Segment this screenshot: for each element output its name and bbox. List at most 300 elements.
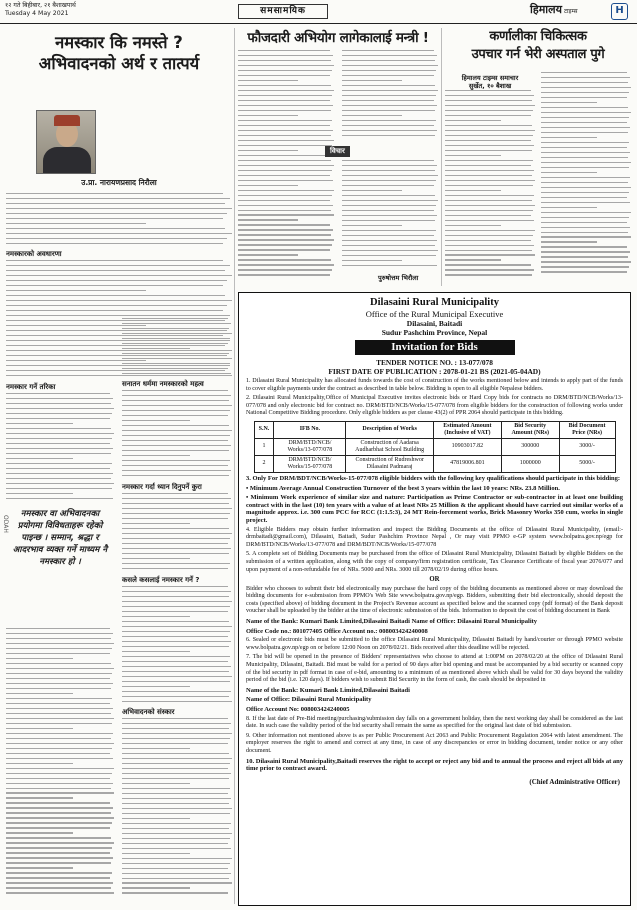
text-line — [445, 105, 535, 106]
text-line — [541, 232, 628, 233]
text-line — [6, 315, 230, 316]
text-line — [122, 323, 231, 324]
opinion-tag: विचार — [325, 146, 350, 157]
text-line — [238, 165, 334, 166]
text-line — [6, 260, 223, 261]
text-line — [6, 758, 113, 759]
text-line — [541, 236, 631, 237]
invitation-banner: Invitation for Bids — [355, 340, 515, 355]
text-line — [238, 70, 332, 71]
text-line — [122, 528, 229, 529]
ad-signoff: (Chief Administrative Officer) — [529, 777, 620, 786]
text-line — [6, 852, 110, 853]
text-line — [541, 266, 629, 267]
text-line — [122, 728, 229, 729]
text-line — [6, 228, 225, 229]
text-line — [238, 195, 332, 196]
text-line — [6, 778, 110, 779]
text-line — [342, 120, 436, 121]
text-line — [122, 611, 228, 612]
text-line — [6, 877, 110, 878]
text-line — [238, 224, 330, 225]
text-line — [6, 658, 73, 659]
text-line — [541, 271, 627, 272]
text-line — [342, 105, 437, 106]
text-line — [541, 172, 597, 173]
text-line — [6, 243, 223, 244]
article-text-block — [122, 586, 232, 706]
text-line — [445, 220, 534, 221]
text-line — [6, 498, 113, 499]
text-line — [122, 368, 228, 369]
column-divider — [234, 28, 235, 904]
text-line — [238, 145, 332, 146]
text-line — [342, 115, 402, 116]
text-line — [6, 408, 114, 409]
text-line — [238, 264, 334, 265]
text-line — [238, 210, 331, 211]
text-line — [342, 135, 435, 136]
text-line — [445, 170, 534, 171]
text-line — [541, 142, 629, 143]
text-line — [342, 95, 436, 96]
text-line — [541, 246, 627, 247]
text-line — [238, 259, 331, 260]
text-line — [238, 140, 334, 141]
text-line — [6, 663, 111, 664]
text-line — [122, 450, 229, 451]
text-line — [541, 207, 597, 208]
text-line — [445, 150, 532, 151]
text-line — [342, 50, 434, 51]
text-line — [122, 671, 229, 672]
text-line — [342, 160, 434, 161]
text-line — [6, 773, 112, 774]
text-line — [445, 210, 533, 211]
text-line — [122, 743, 228, 744]
text-line — [6, 802, 110, 803]
text-line — [238, 75, 330, 76]
text-line — [541, 87, 631, 88]
text-line — [122, 696, 229, 697]
text-line — [6, 857, 113, 858]
text-line — [122, 430, 232, 431]
ad-paragraph: 2. Dilasaini Rural Municipality,Office of Municipal Executive invites electronic bids or Hard Copy bids for contracts no DRM/BTD/NCB/Works/13-077/078 and only electronic bid for contract no. DRM/BTD/NCB/Works/15-077/078 from eligible bidders for the construction of following works under National Competitive Bidding procedure. Only eligible bidders as per clause 43(2) of PPR 2064 should participate in this bidding. — [246, 395, 623, 417]
text-line — [238, 244, 332, 245]
text-line — [122, 518, 228, 519]
text-line — [445, 165, 531, 166]
text-line — [445, 135, 533, 136]
text-line — [122, 768, 228, 769]
text-line — [342, 230, 436, 231]
text-line — [342, 210, 434, 211]
text-line — [122, 838, 230, 839]
column-divider — [441, 28, 442, 286]
text-line — [541, 147, 627, 148]
text-line — [6, 678, 110, 679]
text-line — [445, 155, 501, 156]
left-subhead: सनातन धर्ममा नमस्कारको महत्व — [122, 380, 204, 388]
text-line — [342, 250, 438, 251]
text-line — [6, 233, 232, 234]
text-line — [445, 215, 531, 216]
text-line — [122, 410, 230, 411]
text-line — [6, 748, 112, 749]
text-line — [6, 872, 112, 873]
text-line — [238, 269, 332, 270]
text-line — [6, 443, 110, 444]
text-line — [342, 180, 436, 181]
text-line — [6, 708, 113, 709]
office-province: Sudur Pashchim Province, Nepal — [381, 328, 488, 337]
first-publication-date: FIRST DATE OF PUBLICATION : 2078-01-21 BS (2021-05-04AD) — [328, 367, 541, 376]
text-line — [445, 269, 534, 270]
text-line — [238, 135, 331, 136]
author-byline: उ.प्रा. नारायणप्रसाद निरौला — [81, 178, 157, 187]
bank-info: Office Code no.: 801077405 Office Account no.: 008003424240008 — [246, 627, 428, 635]
text-line — [6, 763, 73, 764]
text-line — [6, 310, 223, 311]
text-line — [122, 475, 229, 476]
text-line — [238, 160, 331, 161]
left-article — [6, 28, 232, 904]
bank-info: Name of Office: Dilasaini Rural Municipality — [246, 696, 372, 704]
text-line — [122, 353, 229, 354]
text-line — [238, 200, 330, 201]
text-line — [541, 222, 627, 223]
text-line — [238, 120, 332, 121]
text-line — [541, 132, 628, 133]
text-line — [122, 681, 230, 682]
text-line — [238, 185, 298, 186]
text-line — [6, 822, 112, 823]
text-line — [122, 420, 190, 421]
text-line — [122, 843, 228, 844]
text-line — [6, 673, 112, 674]
text-line — [122, 853, 190, 854]
text-line — [6, 693, 73, 694]
text-line — [342, 60, 435, 61]
text-line — [122, 333, 232, 334]
text-line — [541, 192, 629, 193]
text-line — [445, 235, 533, 236]
article-text-block — [6, 628, 114, 898]
text-line — [122, 328, 229, 329]
mid-article — [238, 28, 438, 286]
text-line — [122, 338, 230, 339]
text-line — [122, 390, 228, 391]
text-line — [6, 643, 114, 644]
text-line — [122, 445, 231, 446]
text-line — [6, 807, 113, 808]
text-line — [122, 405, 232, 406]
article-text-block — [445, 90, 535, 280]
text-line — [122, 373, 231, 374]
text-line — [6, 403, 111, 404]
text-line — [541, 187, 631, 188]
text-line — [238, 229, 333, 230]
text-line — [445, 195, 534, 196]
ad-paragraph: 1. Dilasaini Rural Municipality has allocated funds towards the cost of construction of the works mentioned below and intends to apply part of the funds to cover eligible payments under the contract as described in table below. Bidding is open to all eligible Nepalese bidders. — [246, 378, 623, 392]
text-line — [342, 245, 435, 246]
text-line — [541, 177, 630, 178]
text-line — [122, 748, 190, 749]
text-line — [445, 259, 501, 260]
text-line — [122, 641, 231, 642]
text-line — [6, 458, 73, 459]
article-text-block — [541, 72, 631, 280]
ad-paragraph: 9. Other information not mentioned above is as per Public Procurement Act 2063 and Public Procurement Regulation 2064 with latest amendment. The employer reserves the right to amend and correct at any time, in case of any discrepancies or error in bidding document, tender notice or any other document. — [246, 732, 623, 754]
text-line — [6, 728, 73, 729]
text-line — [445, 140, 531, 141]
text-line — [122, 833, 232, 834]
text-line — [6, 713, 111, 714]
text-line — [6, 488, 112, 489]
ad-paragraph: 3. Only For DRM/BDT/NCB/Works-15-077/078 eligible bidders with the following key qualifications should participate in this bidding: — [246, 474, 621, 482]
text-line — [6, 423, 73, 424]
text-line — [6, 683, 113, 684]
text-line — [342, 100, 434, 101]
text-line — [122, 878, 229, 879]
text-line — [445, 125, 532, 126]
pull-quote: नमस्कार वा अभिवादनका प्रयोगमा विविधताहरू रहेको पाइन्छ । सम्मान, श्रद्धा र आदरभाव व्यक्त गर्ने माध्यम नै नमस्कार हो । — [12, 509, 108, 567]
text-line — [541, 97, 627, 98]
text-line — [122, 818, 190, 819]
text-line — [238, 90, 334, 91]
text-line — [6, 723, 112, 724]
text-line — [6, 648, 112, 649]
text-line — [6, 223, 146, 224]
article-text-block — [122, 318, 232, 378]
text-line — [342, 185, 434, 186]
text-line — [238, 155, 333, 156]
text-line — [6, 832, 73, 833]
text-line — [238, 60, 331, 61]
text-line — [122, 318, 228, 319]
text-line — [122, 415, 228, 416]
text-line — [541, 261, 631, 262]
text-line — [6, 817, 114, 818]
left-subhead: नमस्कार गर्दा ध्यान दिनुपर्ने कुरा — [122, 483, 202, 491]
text-line — [6, 478, 111, 479]
bank-info: Name of the Bank: Kumari Bank Limited,Dilasaini Baitadi — [246, 686, 410, 694]
text-line — [445, 254, 535, 255]
left-subhead: कसले कसलाई नमस्कार गर्ने ? — [122, 576, 200, 584]
text-line — [342, 85, 435, 86]
author-photo — [36, 110, 96, 174]
text-line — [122, 723, 231, 724]
text-line — [342, 240, 437, 241]
text-line — [122, 503, 229, 504]
text-line — [445, 115, 531, 116]
ad-paragraph: 7. The bid will be opened in the presence of Bidders' representatives who choose to attend at 1:00PM on 2078/02/20 at the office of Dilasaini Rural Municipality, Dilasaini, Baitadi. Bid must be valid for a period of 90 days after bid opening and must be accompanied by a bid security or scanned copy of the bid security in pdf format in case of e-bid, amounting to a minimum of as mentioned above which shall be valid for 30 days beyond the validity period of the bid (i.e. 120 days). If bidders wish to submit Bid Security in the form of cash, the cash should be deposited in — [246, 654, 623, 684]
text-line — [238, 214, 334, 215]
text-line — [122, 778, 229, 779]
article-text-block — [342, 50, 438, 142]
left-article-headline: नमस्कार कि नमस्ते ? अभिवादनको अर्थ र तात्पर्य — [38, 33, 200, 73]
text-line — [122, 626, 232, 627]
text-line — [445, 145, 534, 146]
text-line — [445, 120, 501, 121]
ad-paragraph: 5. A complete set of Bidding Documents may be purchased from the office of Dilasaini Rural Municipality, Dilasaini Baitadi by eligible Bidders on the submission of a written application, along with the copy of company/firm registration certificate, Tax Clearance Certificate of fiscal year 2076/077 and upon payment of a non-refundable fee of NRs. 5000 and NRs. 3000 till 2078/02/19 during office hours. — [246, 551, 623, 573]
text-line — [445, 90, 531, 91]
text-line — [122, 873, 231, 874]
text-line — [342, 75, 434, 76]
text-line — [122, 616, 190, 617]
text-line — [238, 100, 330, 101]
text-line — [541, 197, 627, 198]
text-line — [6, 493, 73, 494]
section-title: समसामयिक — [238, 4, 328, 19]
text-line — [122, 470, 231, 471]
text-line — [6, 463, 112, 464]
text-line — [445, 110, 533, 111]
ad-paragraph: 6. Sealed or electronic bids must be submitted to the office Dilasaini Rural Municipality, Dilasaini Baitadi by hand/courier or through PPMO website www.bolpatra.gov.np/egp on or before 12:00 Noon on 2078/02/21. Bids received after this deadline will be rejected. — [246, 637, 623, 651]
text-line — [6, 668, 114, 669]
text-line — [6, 473, 113, 474]
text-line — [122, 718, 228, 719]
text-line — [122, 606, 230, 607]
text-line — [122, 868, 228, 869]
article-text-block — [122, 718, 232, 898]
text-line — [445, 185, 533, 186]
text-line — [122, 538, 230, 539]
text-line — [6, 733, 113, 734]
text-line — [122, 823, 231, 824]
text-line — [238, 110, 331, 111]
text-line — [122, 586, 228, 587]
text-line — [6, 887, 111, 888]
text-line — [122, 813, 230, 814]
text-line — [122, 596, 229, 597]
office-name: Dilasaini Rural Municipality — [370, 297, 499, 308]
text-line — [238, 115, 298, 116]
text-line — [342, 215, 437, 216]
text-line — [541, 182, 628, 183]
news-source: हिमालय टाइम्स समाचार सुर्खेत, १० बैशाख — [461, 74, 519, 90]
text-line — [6, 393, 110, 394]
text-line — [342, 55, 437, 56]
text-line — [6, 433, 114, 434]
text-line — [6, 305, 227, 306]
text-line — [6, 792, 114, 793]
text-line — [122, 543, 228, 544]
table-row: 2 DRM/BTD/NCB/ Works/15-077/078 Construction of Rudreshwor Dilasaini Padmaraj 47819006.801 1000000 5000/- — [254, 455, 615, 472]
text-line — [122, 601, 232, 602]
text-line — [6, 633, 113, 634]
text-line — [122, 783, 190, 784]
text-line — [342, 110, 435, 111]
article-text-block — [6, 193, 232, 248]
text-line — [122, 553, 229, 554]
table-row: 1 DRM/BTD/NCB/ Works/13-077/078 Construction of Aadarsa Audharbhat School Building 10903017.82 300000 3000/- — [254, 438, 615, 455]
text-line — [122, 508, 232, 509]
text-line — [122, 558, 190, 559]
text-line — [122, 661, 228, 662]
article-text-block — [6, 393, 114, 503]
text-line — [6, 398, 113, 399]
text-line — [541, 72, 627, 73]
text-line — [445, 130, 535, 131]
article-text-block — [238, 50, 334, 280]
text-line — [6, 213, 227, 214]
text-line — [122, 400, 229, 401]
text-line — [238, 150, 298, 151]
text-line — [445, 95, 534, 96]
text-line — [6, 753, 110, 754]
text-line — [445, 180, 535, 181]
text-line — [122, 788, 230, 789]
text-line — [122, 460, 230, 461]
text-line — [122, 733, 232, 734]
text-line — [122, 882, 232, 883]
text-line — [342, 265, 437, 266]
text-line — [122, 591, 231, 592]
text-line — [122, 395, 231, 396]
text-line — [238, 175, 330, 176]
text-line — [122, 465, 228, 466]
text-line — [342, 195, 435, 196]
text-line — [122, 808, 232, 809]
text-line — [122, 435, 230, 436]
text-line — [445, 250, 532, 251]
text-line — [6, 290, 146, 291]
text-line — [6, 867, 73, 868]
text-line — [541, 117, 629, 118]
text-line — [342, 200, 438, 201]
text-line — [6, 468, 110, 469]
text-line — [238, 170, 332, 171]
text-line — [6, 842, 114, 843]
text-line — [122, 651, 190, 652]
text-line — [122, 568, 228, 569]
text-line — [6, 703, 110, 704]
text-line — [6, 788, 111, 789]
text-line — [342, 70, 436, 71]
text-line — [541, 77, 630, 78]
text-line — [445, 225, 501, 226]
text-line — [122, 701, 232, 702]
text-line — [122, 763, 230, 764]
text-line — [238, 239, 334, 240]
text-line — [122, 738, 230, 739]
bank-info: Office Account No: 008003424240005 — [246, 706, 350, 713]
text-line — [342, 205, 436, 206]
text-line — [541, 167, 629, 168]
text-line — [122, 631, 230, 632]
text-line — [6, 698, 112, 699]
text-line — [6, 797, 73, 798]
text-line — [122, 621, 229, 622]
text-line — [6, 483, 114, 484]
text-line — [238, 80, 298, 81]
text-line — [445, 230, 535, 231]
text-line — [342, 170, 435, 171]
text-line — [6, 275, 232, 276]
qualification-bullet: • Minimum Work experience of similar size and nature: Participation as Prime Contractor or sub-contractor in at least one building contract with in the last (10) ten years with a value of at least NRs 25 Million & the applicant should have carried out similar works of a magnitude approx. i.e. 300 cum PCC for RCC (1:1.5:3), 24 MT Rein-forcement works, Brick Masonry Works 350 cum, works in single project. — [246, 494, 623, 524]
text-line — [122, 343, 228, 344]
text-line — [342, 130, 437, 131]
text-line — [6, 862, 111, 863]
text-line — [122, 348, 190, 349]
text-line — [445, 264, 531, 265]
text-line — [6, 837, 111, 838]
text-line — [6, 628, 110, 629]
text-line — [6, 768, 114, 769]
text-line — [6, 218, 223, 219]
text-line — [445, 205, 535, 206]
text-line — [122, 666, 231, 667]
